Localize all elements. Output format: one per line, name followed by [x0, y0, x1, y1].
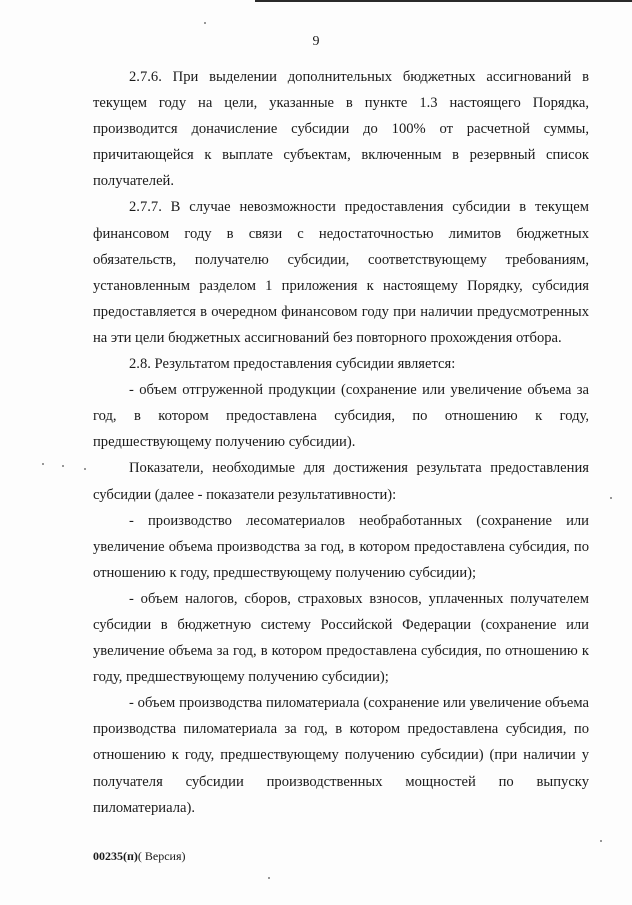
scan-speck — [42, 463, 44, 465]
page-number: 9 — [312, 34, 320, 49]
footer-code: 00235(п) — [93, 849, 138, 863]
indicator-raw-timber: - производство лесоматериалов необработанных (сохранение или увеличение объема производства за год, в котором предоставлена субсидия, по отношению к году, предшествующему получению субсидии); — [93, 512, 589, 581]
scan-speck — [610, 497, 612, 499]
footer-document-code — [93, 849, 186, 864]
scan-speck — [268, 877, 270, 879]
paragraph-2-7-6: 2.7.6. При выделении дополнительных бюджетных ассигнований в текущем году на цели, указанные в пункте 1.3 настоящего Порядка, производится доначисление субсидии до 100% от расчетной суммы, причитающейся к выплате субъектам, включенным в резервный список получателей. — [93, 69, 589, 190]
footer-version: ( Версия) — [137, 849, 186, 863]
result-item-shipped-products: - объем отгруженной продукции (сохранение или увеличение объема за год, в котором предоставлена субсидия, по отношению к году, предшествующему получению субсидии). — [93, 382, 589, 451]
indicator-lumber: - объем производства пиломатериала (сохранение или увеличение объема производства пиломатериала за год, в котором предоставлена субсидия, по отношению к году, предшествующему получению субсидии) (при наличии у получателя субсидии производственных мощностей по выпуску пиломатериала). — [93, 695, 589, 816]
paragraph-2-8-heading: 2.8. Результатом предоставления субсидии является: — [129, 356, 456, 373]
scan-speck — [204, 22, 206, 24]
scan-speck — [84, 468, 86, 470]
scan-speck — [600, 840, 602, 842]
scan-speck — [62, 465, 64, 467]
paragraph-2-7-7: 2.7.7. В случае невозможности предоставления субсидии в текущем финансовом году в связи с недостаточностью лимитов бюджетных обязательств, получателю субсидии, соответствующему требованиям, установленным разделом 1 приложения к настоящему Порядку, субсидия предоставляется в очередном финансовом году при наличии предусмотренных на эти цели бюджетных ассигнований без повторного прохождения отбора. — [93, 199, 589, 346]
top-border-line — [255, 0, 632, 2]
indicator-taxes: - объем налогов, сборов, страховых взносов, уплаченных получателем субсидии в бюджетную систему Российской Федерации (сохранение или увеличение объема за год, в котором предоставлена субсидия, по отношению к году, предшествующему получению субсидии); — [93, 590, 589, 686]
document-body — [93, 64, 589, 821]
indicators-intro: Показатели, необходимые для достижения результата предоставления субсидии (далее - показатели результативности): — [93, 460, 589, 503]
